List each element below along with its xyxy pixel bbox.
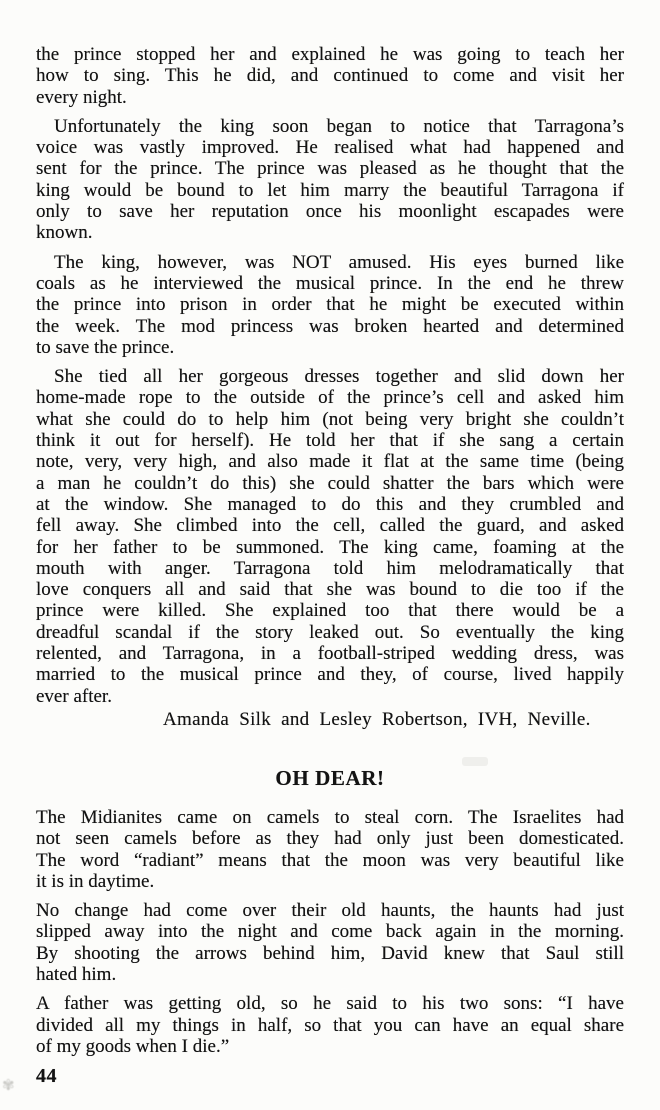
text-line: the prince into prison in order that he might be executed within [36, 294, 624, 316]
text-line: at the window. She managed to do this and they crumbled and [36, 493, 624, 515]
text-line: to save the prince. [36, 336, 175, 358]
text-line: Unfortunately the king soon began to notice that Tarragona’s [54, 115, 624, 137]
text-line: By shooting the arrows behind him, David knew that Saul still [36, 942, 624, 964]
text-line: for her father to be summoned. The king came, foaming at the [36, 536, 624, 558]
flower-smudge-icon: ✾ [2, 1078, 15, 1094]
paragraph [36, 44, 624, 108]
attribution-line: Amanda Silk and Lesley Robertson, IVH, Neville. [163, 708, 591, 730]
text-line: married to the musical prince and they, of course, lived happily [36, 664, 624, 686]
section-heading: OH DEAR! [275, 765, 385, 790]
text-line: think it out for herself). He told her that if she sang a certain [36, 430, 624, 452]
text-line: a man he couldn’t do this) she could shatter the bars which were [36, 472, 624, 494]
text-line: The word “radiant” means that the moon was very beautiful like [36, 849, 624, 871]
text-line: sent for the prince. The prince was pleased as he thought that the [36, 158, 624, 180]
text-line: of my goods when I die.” [36, 1035, 230, 1057]
text-line: it is in daytime. [36, 870, 155, 892]
paragraph [36, 993, 624, 1057]
text-line: ever after. [36, 685, 112, 707]
text-line: the week. The mod princess was broken hearted and determined [36, 315, 624, 337]
text-line: only to save her reputation once his moonlight escapades were [36, 201, 624, 223]
text-line: love conquers all and said that she was bound to die too if the [36, 579, 624, 601]
text-line: coals as he interviewed the musical prince. In the end he threw [36, 272, 624, 294]
text-line: how to sing. This he did, and continued to come and visit her [36, 65, 624, 87]
text-line: what she could do to help him (not being very bright she couldn’t [36, 408, 624, 430]
text-line: mouth with anger. Tarragona told him melodramatically that [36, 557, 624, 579]
page-number: 44 [36, 1065, 57, 1088]
text-line: The king, however, was NOT amused. His eyes burned like [54, 251, 624, 273]
text-line: slipped away into the night and come back again in the morning. [36, 921, 624, 943]
text-line: home-made rope to the outside of the prince’s cell and asked him [36, 387, 624, 409]
text-line: fell away. She climbed into the cell, called the guard, and asked [36, 515, 624, 537]
text-line: the prince stopped her and explained he was going to teach her [36, 44, 624, 65]
text-line: voice was vastly improved. He realised what had happened and [36, 137, 624, 159]
text-line: prince were killed. She explained too that there would be a [36, 600, 624, 622]
text-line: A father was getting old, so he said to his two sons: “I have [36, 993, 624, 1015]
paragraph [36, 807, 624, 892]
paragraph [36, 900, 624, 985]
paragraph [36, 366, 624, 707]
text-line: hated him. [36, 963, 117, 985]
text-line: She tied all her gorgeous dresses together and slid down her [54, 366, 624, 388]
text-line: No change had come over their old haunts, the haunts had just [36, 900, 624, 922]
text-line: king would be bound to let him marry the beautiful Tarragona if [36, 179, 624, 201]
text-line: divided all my things in half, so that you can have an equal share [36, 1014, 624, 1036]
section-text [36, 807, 624, 1057]
text-line: known. [36, 222, 93, 244]
story-text [36, 44, 624, 707]
faint-smudge-mark [462, 757, 488, 766]
paragraph [36, 252, 624, 358]
text-line: relented, and Tarragona, in a football-striped wedding dress, was [36, 643, 624, 665]
paragraph [36, 116, 624, 244]
text-line: The Midianites came on camels to steal corn. The Israelites had [36, 806, 624, 828]
text-line: every night. [36, 86, 127, 108]
page-content [36, 44, 624, 1088]
text-line: note, very, very high, and also made it flat at the same time (being [36, 451, 624, 473]
text-line: dreadful scandal if the story leaked out. So eventually the king [36, 621, 624, 643]
text-line: not seen camels before as they had only just been domesticated. [36, 828, 624, 850]
